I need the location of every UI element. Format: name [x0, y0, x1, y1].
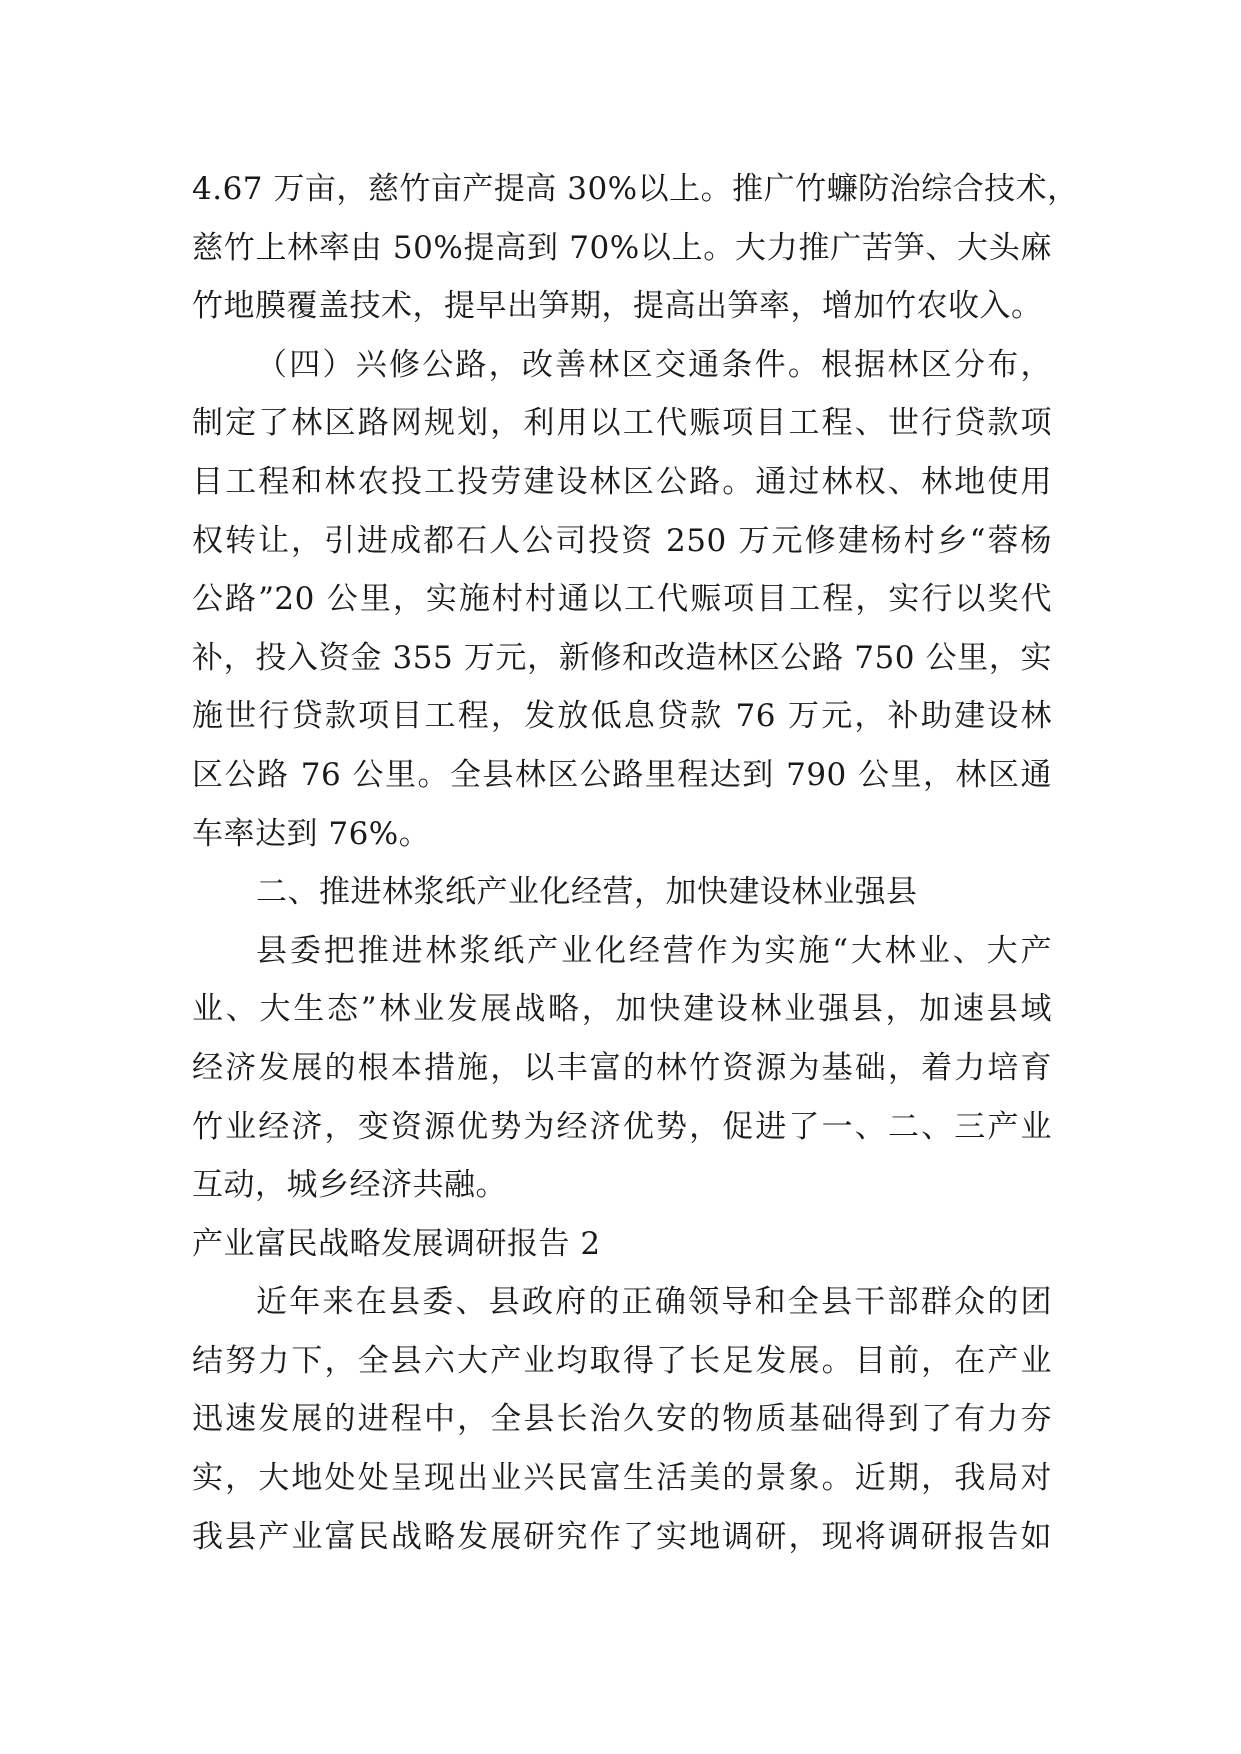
text-line: 竹业经济，变资源优势为经济优势，促进了一、二、三产业: [192, 1108, 1052, 1145]
text-line: 车率达到 76%。: [192, 815, 431, 852]
text-line: 竹地膜覆盖技术，提早出笋期，提高出笋率，增加竹农收入。: [192, 288, 1043, 325]
text-line: 业、大生态”林业发展战略，加快建设林业强县，加速县域: [192, 991, 1052, 1028]
text-line: 4.67 万亩，慈竹亩产提高 30%以上。推广竹蠊防治综合技术，: [192, 171, 1079, 207]
text-line: 公路”20 公里，实施村村通以工代赈项目工程，实行以奖代: [192, 581, 1052, 618]
text-line: 实，大地处处呈现出业兴民富生活美的景象。近期，我局对: [192, 1460, 1052, 1497]
report-title: 产业富民战略发展调研报告 2: [192, 1225, 601, 1262]
text-line: 互动，城乡经济共融。: [192, 1167, 507, 1204]
text-line: 结努力下，全县六大产业均取得了长足发展。目前，在产业: [192, 1342, 1052, 1379]
text-line: 慈竹上林率由 50%提高到 70%以上。大力推广苦笋、大头麻: [192, 229, 1052, 266]
text-line: 经济发展的根本措施，以丰富的林竹资源为基础，着力培育: [192, 1049, 1052, 1086]
text-line: 我县产业富民战略发展研究作了实地调研，现将调研报告如: [192, 1518, 1052, 1555]
text-line: 目工程和林农投工投劳建设林区公路。通过林权、林地使用: [192, 463, 1052, 500]
text-line: 县委把推进林浆纸产业化经营作为实施“大林业、大产: [256, 932, 1052, 969]
section-heading: 二、推进林浆纸产业化经营，加快建设林业强县: [256, 874, 918, 911]
text-line: （四）兴修公路，改善林区交通条件。根据林区分布，: [256, 346, 1052, 383]
document-body: [192, 160, 1079, 1566]
text-line: 制定了林区路网规划，利用以工代赈项目工程、世行贷款项: [192, 405, 1052, 442]
text-line: 补，投入资金 355 万元，新修和改造林区公路 750 公里，实: [192, 639, 1052, 676]
text-line: 施世行贷款项目工程，发放低息贷款 76 万元，补助建设林: [192, 698, 1052, 735]
text-line: 权转让，引进成都石人公司投资 250 万元修建杨村乡“蓉杨: [192, 522, 1052, 559]
text-line: 近年来在县委、县政府的正确领导和全县干部群众的团: [256, 1284, 1052, 1321]
text-line: 区公路 76 公里。全县林区公路里程达到 790 公里，林区通: [192, 756, 1052, 793]
text-line: 迅速发展的进程中，全县长治久安的物质基础得到了有力夯: [192, 1401, 1052, 1438]
